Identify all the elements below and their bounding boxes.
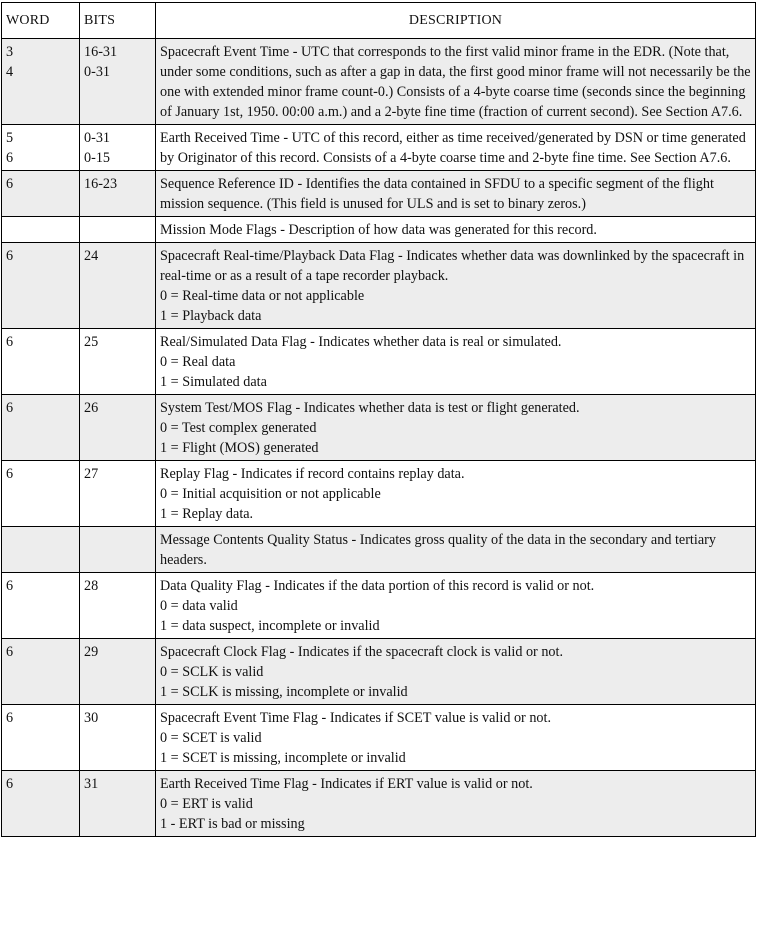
field-definition-table (1, 2, 756, 837)
bits-cell (80, 217, 156, 243)
bits-cell: 27 (80, 461, 156, 527)
table-header (2, 3, 756, 39)
header-word: WORD (2, 3, 80, 39)
word-cell: 5 6 (2, 125, 80, 171)
bits-cell: 26 (80, 395, 156, 461)
table-row (2, 573, 756, 639)
word-cell: 6 (2, 243, 80, 329)
header-description: DESCRIPTION (156, 3, 756, 39)
word-cell: 6 (2, 171, 80, 217)
table-body (2, 39, 756, 837)
table-row (2, 461, 756, 527)
bits-cell: 16-23 (80, 171, 156, 217)
word-cell: 6 (2, 395, 80, 461)
description-cell: Earth Received Time - UTC of this record, either as time received/generated by DSN or time generated by Originator of this record. Consists of a 4-byte coarse time and 2-byte fine time. See Section A7.6. (156, 125, 756, 171)
bits-cell: 28 (80, 573, 156, 639)
word-cell: 6 (2, 461, 80, 527)
word-cell: 6 (2, 771, 80, 837)
bits-cell: 31 (80, 771, 156, 837)
description-cell: Spacecraft Clock Flag - Indicates if the spacecraft clock is valid or not. 0 = SCLK is valid 1 = SCLK is missing, incomplete or invalid (156, 639, 756, 705)
description-cell: Mission Mode Flags - Description of how data was generated for this record. (156, 217, 756, 243)
description-cell: Replay Flag - Indicates if record contains replay data. 0 = Initial acquisition or not applicable 1 = Replay data. (156, 461, 756, 527)
word-cell (2, 527, 80, 573)
table-row (2, 639, 756, 705)
word-cell: 6 (2, 639, 80, 705)
word-cell (2, 217, 80, 243)
table-row (2, 125, 756, 171)
bits-cell: 0-31 0-15 (80, 125, 156, 171)
description-cell: System Test/MOS Flag - Indicates whether data is test or flight generated. 0 = Test complex generated 1 = Flight (MOS) generated (156, 395, 756, 461)
description-cell: Sequence Reference ID - Identifies the data contained in SFDU to a specific segment of the flight mission sequence. (This field is unused for ULS and is set to binary zeros.) (156, 171, 756, 217)
description-cell: Spacecraft Real-time/Playback Data Flag - Indicates whether data was downlinked by the spacecraft in real-time or as a result of a tape recorder playback. 0 = Real-time data or not applicable 1 = Playback data (156, 243, 756, 329)
table-row (2, 39, 756, 125)
description-cell: Data Quality Flag - Indicates if the data portion of this record is valid or not. 0 = data valid 1 = data suspect, incomplete or invalid (156, 573, 756, 639)
table-row (2, 217, 756, 243)
word-cell: 6 (2, 705, 80, 771)
table-row (2, 527, 756, 573)
bits-cell (80, 527, 156, 573)
table-row (2, 705, 756, 771)
table-row (2, 243, 756, 329)
description-cell: Real/Simulated Data Flag - Indicates whether data is real or simulated. 0 = Real data 1 = Simulated data (156, 329, 756, 395)
bits-cell: 29 (80, 639, 156, 705)
bits-cell: 24 (80, 243, 156, 329)
header-row (2, 3, 756, 39)
bits-cell: 25 (80, 329, 156, 395)
description-cell: Earth Received Time Flag - Indicates if ERT value is valid or not. 0 = ERT is valid 1 - ERT is bad or missing (156, 771, 756, 837)
word-cell: 6 (2, 573, 80, 639)
description-cell: Message Contents Quality Status - Indicates gross quality of the data in the secondary and tertiary headers. (156, 527, 756, 573)
table-row (2, 329, 756, 395)
description-cell: Spacecraft Event Time - UTC that corresponds to the first valid minor frame in the EDR. (Note that, under some conditions, such as after a gap in data, the first good minor frame will not necessarily be the one with extended minor frame count-0.) Consists of a 4-byte coarse time (seconds since the beginning of January 1st, 1950. 00:00 a.m.) and a 2-byte fine time (fraction of current second). See Section A7.6. (156, 39, 756, 125)
table-row (2, 171, 756, 217)
word-cell: 6 (2, 329, 80, 395)
table-row (2, 771, 756, 837)
header-bits: BITS (80, 3, 156, 39)
word-cell: 3 4 (2, 39, 80, 125)
bits-cell: 16-31 0-31 (80, 39, 156, 125)
table-row (2, 395, 756, 461)
description-cell: Spacecraft Event Time Flag - Indicates if SCET value is valid or not. 0 = SCET is valid 1 = SCET is missing, incomplete or invalid (156, 705, 756, 771)
bits-cell: 30 (80, 705, 156, 771)
